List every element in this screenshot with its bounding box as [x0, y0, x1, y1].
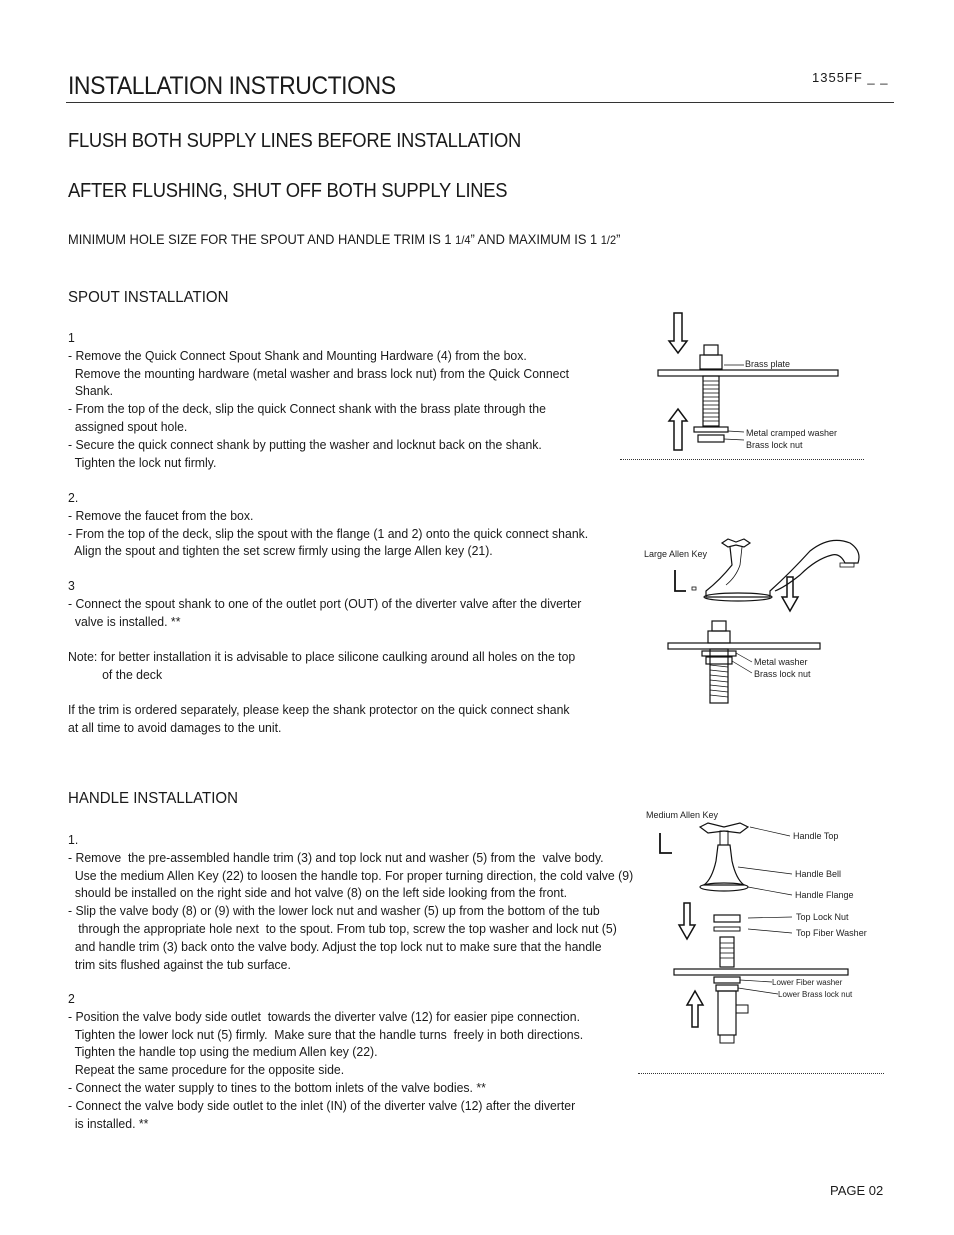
spout-body-shape [706, 540, 859, 597]
up-arrow-icon [669, 409, 687, 450]
hole-size-min-fraction: 1/4 [455, 233, 471, 247]
metal-washer-label: Metal cramped washer [746, 428, 838, 438]
handle-step-2: 2 - Position the valve body side outlet towards the diverter valve (12) for easier pipe connection. Tighten the lower lock nut (5) firmly. Make sure that the handle turns freely in both directions. Tighten the handle top using the medium Allen key (22). Repeat the same procedure for the opposite side. - Connect the water supply to tines to the bottom inlets of the valve bodies. ** - Connect the valve body side outlet to the inlet (IN) of the diverter valve (12) after the diverter is installed. ** [68, 991, 584, 1131]
hole-size-middle: ” AND MAXIMUM IS 1 [470, 231, 601, 247]
allen-key-icon [660, 833, 672, 853]
brass-plate-label: Brass plate [745, 359, 791, 369]
top-lock-nut-label: Top Lock Nut [796, 912, 849, 922]
model-code: 1355FF _ _ [812, 70, 889, 85]
divider-1 [620, 459, 864, 460]
hole-size-notice [68, 231, 620, 247]
divider-2 [638, 1073, 884, 1074]
medium-allen-key-label: Medium Allen Key [646, 810, 719, 820]
handle-top-label: Handle Top [793, 831, 839, 841]
flush-notice: FLUSH BOTH SUPPLY LINES BEFORE INSTALLATION [68, 130, 522, 152]
lock-nut-label: Brass lock nut [746, 440, 803, 450]
down-arrow-icon [679, 903, 695, 939]
large-allen-key-label: Large Allen Key [644, 549, 708, 559]
handle-bell-shape [704, 845, 744, 885]
lock-nut-label: Brass lock nut [754, 669, 811, 679]
spout-step-1: 1 - Remove the Quick Connect Spout Shank and Mounting Hardware (4) from the box. Remove the mounting hardware (metal washer and brass lock nut) from the Quick Connect Shank. - From the top of the deck, slip the quick Connect shank with the brass plate through the assigned spout hole. - Secure the quick connect shank by putting the washer and locknut back on the shank. Tighten the lock nut firmly. [68, 330, 570, 470]
spout-trim-note: If the trim is ordered separately, please keep the shank protector on the quick connect shank at all time to avoid damages to the unit. [68, 702, 570, 735]
header-rule [66, 102, 894, 103]
spout-diagram [640, 525, 870, 715]
shutoff-notice: AFTER FLUSHING, SHUT OFF BOTH SUPPLY LINES [68, 180, 508, 202]
page-number: PAGE 02 [830, 1183, 884, 1198]
up-arrow-icon [687, 991, 703, 1027]
spout-handle-icon [722, 539, 750, 547]
spout-step-3: 3 - Connect the spout shank to one of the outlet port (OUT) of the diverter valve after the diverter valve is installed. ** [68, 578, 582, 629]
hole-size-max-fraction: 1/2 [600, 233, 617, 247]
lower-brass-lock-nut-label: Lower Brass lock nut [778, 990, 853, 999]
down-arrow-icon [669, 313, 687, 353]
deck-plate-shape [658, 370, 838, 376]
spout-note: Note: for better installation it is advisable to place silicone caulking around all holes on the top of the deck [68, 649, 576, 682]
handle-bell-label: Handle Bell [795, 869, 842, 879]
hole-size-prefix: MINIMUM HOLE SIZE FOR THE SPOUT AND HANDLE TRIM IS 1 [68, 231, 456, 247]
lower-fiber-washer-label: Lower Fiber washer [772, 978, 843, 987]
page-title: INSTALLATION INSTRUCTIONS [68, 72, 396, 100]
handle-heading: HANDLE INSTALLATION [68, 790, 238, 807]
hole-size-suffix: ” [616, 231, 621, 247]
handle-diagram [640, 805, 890, 1060]
handle-flange-label: Handle Flange [795, 890, 854, 900]
spout-heading: SPOUT INSTALLATION [68, 289, 229, 306]
shank-diagram [640, 305, 870, 465]
handle-step-1: 1. - Remove the pre-assembled handle trim (3) and top lock nut and washer (5) from the valve body. Use the medium Allen Key (22) to loosen the handle top. For proper turning direction, the cold valve (9) should be installed on the right side and hot valve (8) on the left side looking from the front. - Slip the valve body (8) or (9) with the lower lock nut and washer (5) up from the bottom of the tub through the appropriate hole next to the spout. From tub top, screw the top washer and lock nut (5) and handle trim (3) back onto the valve body. Adjust the top lock nut to make sure that the handle trim sits flushed against the tub surface. [68, 832, 634, 972]
allen-key-icon [675, 570, 686, 591]
spout-step-2: 2. - Remove the faucet from the box. - From the top of the deck, slip the spout with the flange (1 and 2) onto the quick connect shank. Align the spout and tighten the set screw firmly using the large Allen key (21). [68, 490, 589, 559]
metal-washer-label: Metal washer [754, 657, 808, 667]
top-fiber-washer-label: Top Fiber Washer [796, 928, 867, 938]
